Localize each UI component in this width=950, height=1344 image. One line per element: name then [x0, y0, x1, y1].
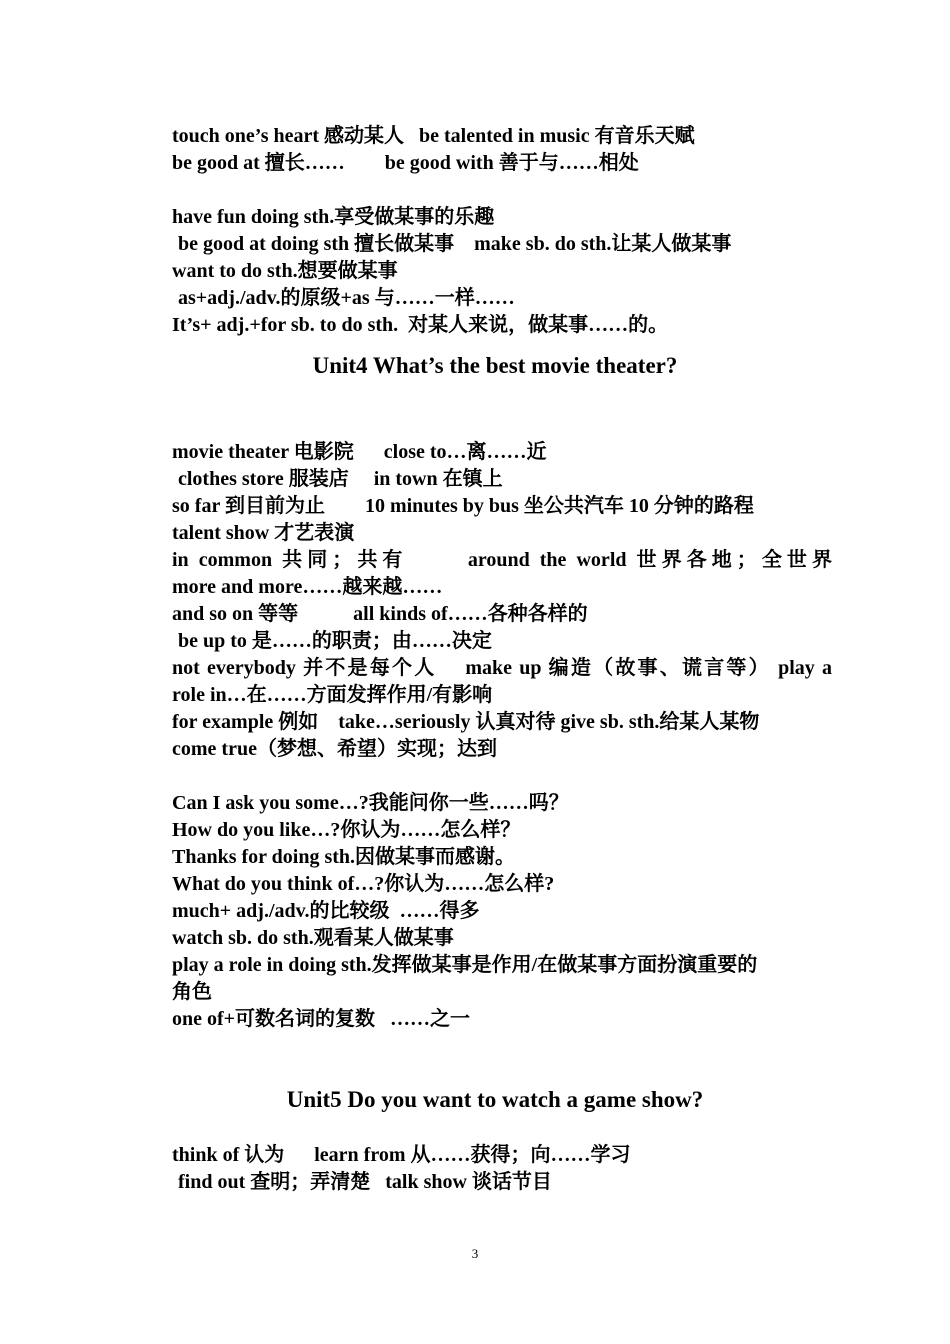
- vocab-line: so far 到目前为止 10 minutes by bus 坐公共汽车 10 分钟的路程: [172, 495, 754, 517]
- vocab-line: for example 例如 take…seriously 认真对待 give sb. sth.给某人某物: [172, 711, 760, 733]
- vocab-line: talent show 才艺表演: [172, 522, 355, 544]
- vocab-line: and so on 等等 all kinds of……各种各样的: [172, 603, 588, 625]
- phrase-line: 角色: [172, 981, 212, 1003]
- text-line: have fun doing sth.享受做某事的乐趣: [172, 206, 495, 228]
- vocab-line: be up to 是……的职责；由……决定: [178, 630, 492, 652]
- spacer: [172, 381, 832, 439]
- phrase-line: What do you think of…?你认为……怎么样?: [172, 873, 555, 895]
- text-line: touch one’s heart 感动某人 be talented in music 有音乐天赋: [172, 125, 695, 147]
- vocab-line: more and more……越来越……: [172, 576, 443, 598]
- text-line: want to do sth.想要做某事: [172, 260, 398, 282]
- text-line: be good at doing sth 擅长做某事 make sb. do sth.让某人做某事: [178, 233, 732, 255]
- blank-line: [172, 177, 832, 204]
- phrase-line: watch sb. do sth.观看某人做某事: [172, 927, 454, 949]
- phrase-line: one of+可数名词的复数 ……之一: [172, 1008, 471, 1030]
- vocab-line: clothes store 服装店 in town 在镇上: [178, 468, 503, 490]
- page-number: 3: [471, 1246, 479, 1261]
- unit5-heading: Unit5 Do you want to watch a game show?: [286, 1087, 704, 1112]
- vocab-line: come true（梦想、希望）实现；达到: [172, 738, 497, 760]
- vocab-line: find out 查明；弄清楚 talk show 谈话节目: [178, 1171, 552, 1193]
- phrase-line: How do you like…?你认为……怎么样？: [172, 819, 521, 841]
- vocab-line: movie theater 电影院 close to…离……近: [172, 441, 547, 463]
- phrase-line: much+ adj./adv.的比较级 ……得多: [172, 900, 480, 922]
- text-line: It’s+ adj.+for sb. to do sth. 对某人来说，做某事……的。: [172, 314, 669, 336]
- text-line: as+adj./adv.的原级+as 与……一样……: [178, 287, 515, 309]
- text-line: be good at 擅长…… be good with 善于与……相处: [172, 152, 639, 174]
- page-content: [172, 123, 832, 1196]
- vocab-line: role in…在……方面发挥作用/有影响: [172, 684, 493, 706]
- vocab-line: not everybody 并不是每个人 make up 编造（故事、谎言等） play a: [172, 657, 832, 679]
- phrase-line: Thanks for doing sth.因做某事而感谢。: [172, 846, 516, 868]
- phrase-line: Can I ask you some…?我能问你一些……吗？: [172, 792, 569, 814]
- blank-line: [172, 763, 832, 790]
- spacer: [172, 1033, 832, 1085]
- vocab-line: in common 共同；共有 around the world 世界各地；全世界: [172, 549, 832, 571]
- phrase-line: play a role in doing sth.发挥做某事是作用/在做某事方面扮演重要的: [172, 954, 758, 976]
- unit4-heading: Unit4 What’s the best movie theater?: [312, 353, 678, 378]
- vocab-line: think of 认为 learn from 从……获得；向……学习: [172, 1144, 631, 1166]
- spacer: [172, 1115, 832, 1142]
